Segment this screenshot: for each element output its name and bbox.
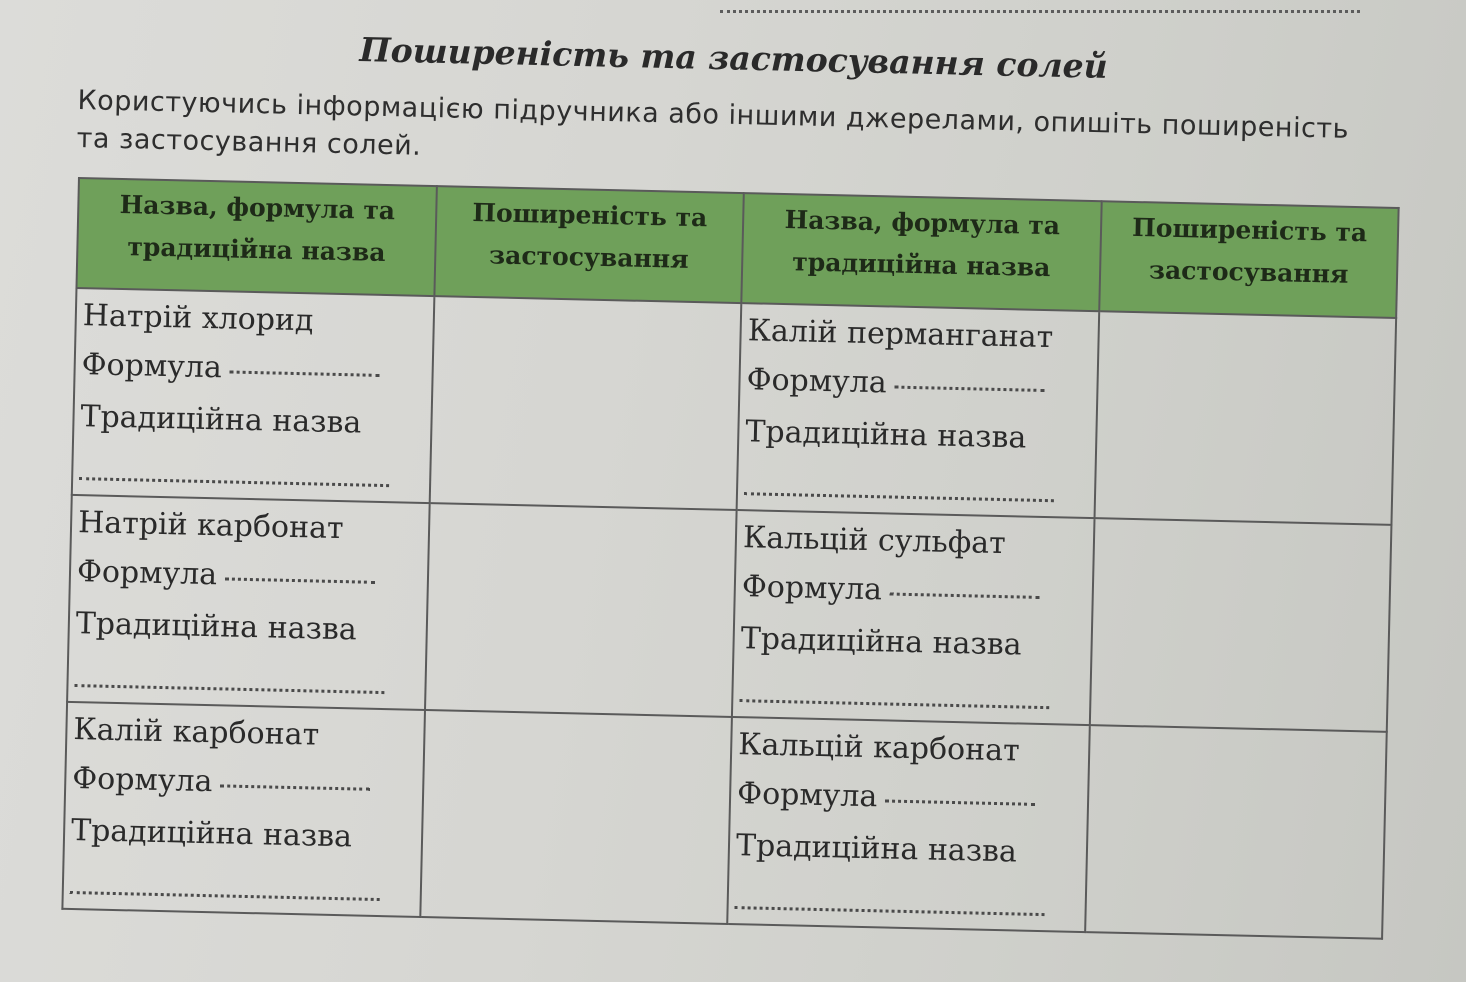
usage-cell-right[interactable] bbox=[1090, 518, 1391, 732]
header-name-right: Назва, формула та традиційна назва bbox=[741, 193, 1102, 311]
formula-label: Формула bbox=[76, 554, 218, 593]
traditional-name-blank[interactable] bbox=[739, 699, 1049, 709]
formula-blank[interactable] bbox=[895, 386, 1045, 392]
formula-label: Формула bbox=[736, 776, 878, 815]
salt-name: Калій перманганат bbox=[747, 313, 1054, 356]
formula-line bbox=[737, 768, 1082, 828]
usage-cell-left[interactable] bbox=[430, 296, 742, 510]
formula-blank[interactable] bbox=[890, 593, 1040, 599]
header-name-left: Назва, формула та традиційна назва bbox=[76, 178, 437, 296]
traditional-name-blank[interactable] bbox=[74, 684, 384, 694]
usage-cell-left[interactable] bbox=[420, 710, 732, 924]
salt-cell-left bbox=[62, 702, 425, 917]
salt-cell-right bbox=[727, 717, 1090, 932]
salt-cell-right bbox=[732, 510, 1095, 725]
salts-table bbox=[61, 177, 1399, 940]
usage-cell-left[interactable] bbox=[425, 503, 737, 717]
traditional-name-label: Традиційна назва bbox=[740, 621, 1023, 663]
traditional-name-blank[interactable] bbox=[79, 477, 389, 487]
formula-label: Формула bbox=[71, 761, 213, 800]
traditional-name-blank[interactable] bbox=[744, 492, 1054, 502]
salt-cell-right bbox=[737, 303, 1100, 518]
salt-cell-left bbox=[67, 495, 430, 710]
formula-blank[interactable] bbox=[225, 577, 375, 583]
page-heading: Поширеність та застосування солей bbox=[359, 30, 1109, 86]
header-usage-right: Поширеність та застосування bbox=[1099, 201, 1398, 318]
formula-blank[interactable] bbox=[220, 784, 370, 790]
salt-cell-left bbox=[72, 288, 435, 503]
formula-blank[interactable] bbox=[230, 370, 380, 376]
table-row bbox=[62, 702, 1386, 939]
salt-name: Натрій карбонат bbox=[77, 505, 344, 547]
formula-line bbox=[741, 561, 1086, 621]
formula-line bbox=[81, 339, 426, 399]
usage-cell-right[interactable] bbox=[1095, 311, 1396, 525]
salt-name: Натрій хлорид bbox=[82, 298, 314, 339]
traditional-name-label: Традиційна назва bbox=[735, 828, 1018, 870]
traditional-name-label: Традиційна назва bbox=[70, 813, 353, 855]
formula-label: Формула bbox=[81, 347, 223, 386]
header-usage-left: Поширеність та застосування bbox=[435, 186, 744, 303]
formula-line bbox=[72, 753, 417, 813]
formula-line bbox=[746, 354, 1091, 414]
traditional-name-blank[interactable] bbox=[70, 891, 380, 901]
formula-label: Формула bbox=[746, 362, 888, 401]
traditional-name-label: Традиційна назва bbox=[745, 414, 1027, 456]
formula-label: Формула bbox=[741, 569, 883, 608]
top-dotted-line bbox=[720, 10, 1360, 13]
traditional-name-label: Традиційна назва bbox=[80, 399, 362, 441]
salt-name: Калій карбонат bbox=[73, 712, 320, 753]
salt-name: Кальцій карбонат bbox=[737, 727, 1021, 769]
salt-name: Кальцій сульфат bbox=[742, 520, 1007, 562]
table-row bbox=[67, 495, 1391, 732]
traditional-name-label: Традиційна назва bbox=[75, 606, 358, 648]
traditional-name-blank[interactable] bbox=[735, 906, 1045, 916]
formula-line bbox=[76, 546, 421, 606]
task-instruction: Користуючись інформацією підручника або іншими джерелами, опишіть поширеність та застосування солей. bbox=[76, 84, 1350, 162]
formula-blank[interactable] bbox=[885, 799, 1035, 805]
usage-cell-right[interactable] bbox=[1085, 725, 1386, 939]
table-row bbox=[72, 288, 1396, 525]
